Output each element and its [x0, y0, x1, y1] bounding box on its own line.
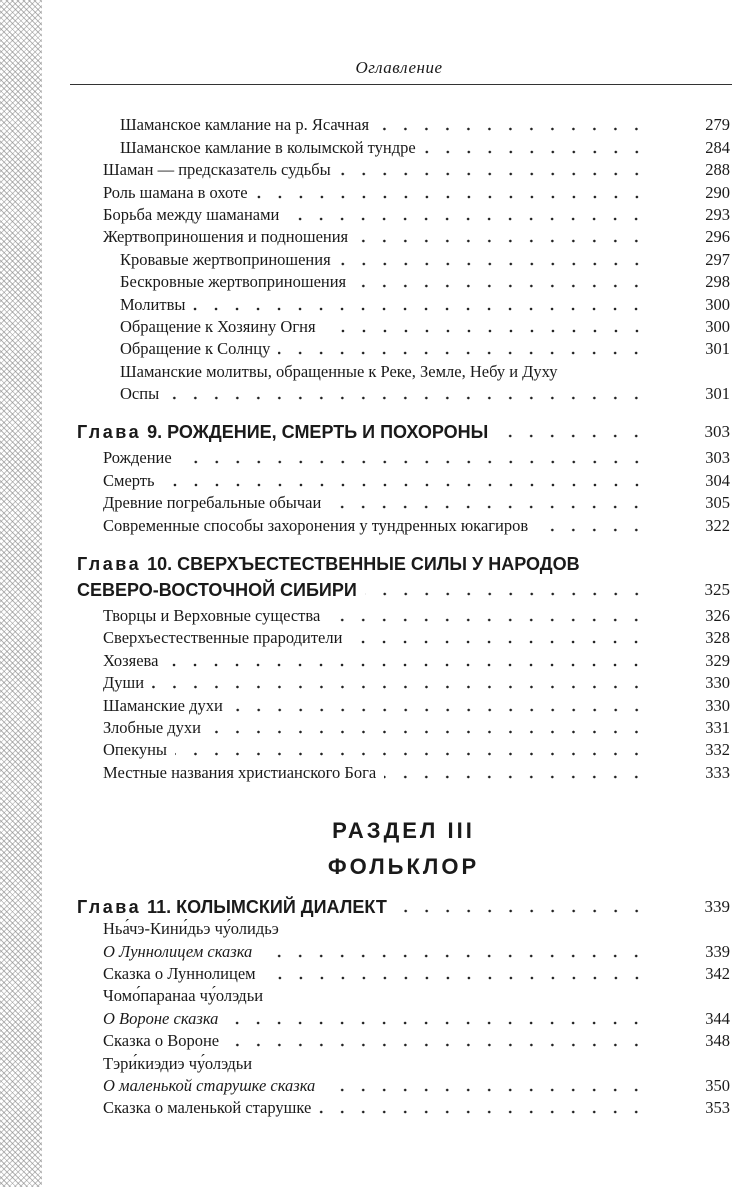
entry-title: Жертвоприношения и подношения — [103, 227, 349, 247]
chapter-heading-continued — [77, 574, 730, 600]
page-number: 339 — [705, 941, 730, 961]
page-number: 284 — [705, 137, 730, 157]
chapter-title — [77, 422, 488, 442]
leader-dots — [163, 471, 650, 491]
toc-entry — [77, 247, 730, 269]
page-number: 328 — [705, 628, 730, 648]
leader-dots — [226, 1009, 650, 1029]
toc-entry — [77, 648, 730, 670]
page-number: 330 — [705, 673, 730, 693]
leader-dots — [287, 205, 650, 225]
toc-entry — [77, 626, 730, 648]
entry-title: Смерть — [103, 470, 155, 490]
leader-dots — [328, 606, 650, 626]
page-number: 322 — [705, 515, 730, 535]
toc-entry — [77, 225, 730, 247]
leader-dots — [167, 384, 650, 404]
chapter-heading — [77, 416, 730, 442]
toc-entry — [77, 1006, 730, 1028]
page-number: 332 — [705, 740, 730, 760]
leader-dots — [384, 763, 650, 783]
entry-title: Сказка о маленькой старушке — [103, 1098, 312, 1118]
header-rule — [70, 84, 732, 85]
leader-dots — [231, 696, 650, 716]
page-number: 300 — [705, 294, 730, 314]
toc-entry-heading — [77, 917, 730, 939]
leader-dots — [339, 160, 650, 180]
chapter-name: 9. РОЖДЕНИЕ, СМЕРТЬ И ПОХОРОНЫ — [147, 422, 489, 443]
toc-entry — [77, 382, 730, 404]
toc-entry — [77, 315, 730, 337]
toc-entry-heading — [77, 359, 730, 381]
page-number: 353 — [705, 1098, 730, 1118]
entry-title: О Луннолицем сказка — [103, 941, 253, 961]
entry-title: Рождение — [103, 448, 172, 468]
page-number: 297 — [705, 249, 730, 269]
page-number: 326 — [705, 606, 730, 626]
toc-entry — [77, 180, 730, 202]
leader-dots — [350, 628, 650, 648]
entry-title: Молитвы — [120, 294, 186, 314]
page-number: 325 — [704, 579, 730, 599]
leader-dots — [278, 339, 650, 359]
entry-title: Шаманское камлание в колымской тундре — [120, 137, 416, 157]
toc-entry — [77, 716, 730, 738]
leader-dots — [377, 115, 650, 135]
entry-title: Бескровные жертвоприношения — [120, 272, 347, 292]
leader-dots — [356, 227, 650, 247]
toc-entry — [77, 1074, 730, 1096]
toc-entry — [77, 468, 730, 490]
toc-entry — [77, 491, 730, 513]
entry-title: Древние погребальные обычаи — [103, 493, 322, 513]
page-number: 333 — [705, 762, 730, 782]
toc-entry — [77, 939, 730, 961]
section-heading — [77, 841, 730, 877]
leader-dots — [496, 422, 650, 442]
toc-entry — [77, 292, 730, 314]
page-number: 330 — [705, 695, 730, 715]
toc-entry — [77, 135, 730, 157]
page-number: 350 — [705, 1075, 730, 1095]
page-number: 288 — [705, 160, 730, 180]
leader-dots — [354, 272, 650, 292]
entry-title: Кровавые жертвоприношения — [120, 249, 331, 269]
toc-entry — [77, 513, 730, 535]
toc-entry — [77, 203, 730, 225]
entry-title: Опекуны — [103, 740, 168, 760]
toc-entry — [77, 270, 730, 292]
toc-entry — [77, 446, 730, 468]
entry-title: Обращение к Хозяину Огня — [120, 316, 316, 336]
chapter-prefix: Глава — [77, 553, 142, 574]
toc-entry — [77, 1096, 730, 1118]
entry-title: Современные способы захоронения у тундренных юкагиров — [103, 515, 529, 535]
page-number: 301 — [705, 339, 730, 359]
page-number: 279 — [705, 115, 730, 135]
leader-dots — [175, 740, 650, 760]
toc-entry — [77, 693, 730, 715]
leader-dots — [193, 295, 650, 315]
entry-title: Шаманские молитвы, обращенные к Реке, Земле, Небу и Духу — [120, 361, 558, 381]
leader-dots — [323, 1076, 650, 1096]
table-of-contents — [77, 113, 730, 1118]
leader-dots — [395, 897, 650, 917]
page-number: 300 — [705, 316, 730, 336]
page-number: 348 — [705, 1031, 730, 1051]
leader-dots — [536, 516, 650, 536]
entry-title: Сказка о Луннолицем — [103, 963, 256, 983]
leader-dots — [256, 183, 650, 203]
toc-entry — [77, 671, 730, 693]
section-title: РАЗДЕЛ III — [332, 817, 475, 843]
entry-title: О Вороне сказка — [103, 1008, 219, 1028]
page-number: 293 — [705, 204, 730, 224]
running-header: Оглавление — [355, 58, 443, 77]
chapter-name: 11. КОЛЫМСКИЙ ДИАЛЕКТ — [147, 896, 387, 917]
leader-dots — [152, 673, 650, 693]
entry-title: Творцы и Верховные существа — [103, 606, 321, 626]
toc-entry — [77, 962, 730, 984]
entry-title: Души — [103, 673, 145, 693]
toc-entry — [77, 738, 730, 760]
leader-dots — [180, 448, 650, 468]
page-number: 342 — [705, 963, 730, 983]
toc-entry-heading — [77, 984, 730, 1006]
leader-dots — [264, 964, 650, 984]
page-number: 303 — [705, 448, 730, 468]
chapter-prefix: Глава — [77, 896, 142, 917]
leader-dots — [424, 138, 650, 158]
page-number: 304 — [705, 470, 730, 490]
page-number: 290 — [705, 182, 730, 202]
decorative-ornament-border — [0, 0, 42, 1187]
toc-entry — [77, 337, 730, 359]
entry-title: Чомо́паранаа чу́олэдьи — [103, 986, 264, 1006]
toc-entry — [77, 1029, 730, 1051]
leader-dots — [209, 718, 650, 738]
page-number: 344 — [705, 1008, 730, 1028]
entry-title: Обращение к Солнцу — [120, 339, 271, 359]
entry-title: Ньа́чэ-Кини́дьэ чу́олидьэ — [103, 919, 279, 939]
entry-title: О маленькой старушке сказка — [103, 1075, 316, 1095]
page-number: 329 — [705, 650, 730, 670]
entry-title: Оспы — [120, 384, 160, 404]
toc-entry — [77, 113, 730, 135]
toc-entry — [77, 604, 730, 626]
entry-title: Сверхъестественные прародители — [103, 628, 343, 648]
chapter-title — [77, 897, 387, 917]
chapter-name: СЕВЕРО-ВОСТОЧНОЙ СИБИРИ — [77, 579, 357, 600]
toc-entry — [77, 760, 730, 782]
chapter-prefix: Глава — [77, 422, 142, 443]
leader-dots — [339, 250, 650, 270]
leader-dots — [166, 651, 650, 671]
page-number: 296 — [705, 227, 730, 247]
page-number: 339 — [704, 896, 730, 916]
entry-title: Шаман — предсказатель судьбы — [103, 160, 331, 180]
section-title: ФОЛЬКЛОР — [327, 853, 480, 879]
leader-dots — [227, 1031, 650, 1051]
entry-title: Тэри́киэдиэ чу́олэдьи — [103, 1053, 253, 1073]
entry-title: Шаманское камлание на р. Ясачная — [120, 115, 370, 135]
entry-title: Хозяева — [103, 650, 159, 670]
leader-dots — [319, 1098, 650, 1118]
entry-title: Злобные духи — [103, 717, 202, 737]
toc-entry-heading — [77, 1051, 730, 1073]
chapter-heading — [77, 548, 730, 574]
chapter-heading — [77, 891, 730, 917]
entry-title: Сказка о Вороне — [103, 1031, 220, 1051]
leader-dots — [260, 942, 650, 962]
section-heading — [77, 805, 730, 841]
page-number: 305 — [705, 493, 730, 513]
entry-title: Роль шамана в охоте — [103, 182, 248, 202]
chapter-name: 10. СВЕРХЪЕСТЕСТВЕННЫЕ СИЛЫ У НАРОДОВ — [147, 553, 580, 574]
page-number: 303 — [704, 422, 730, 442]
entry-title: Местные названия христианского Бога — [103, 762, 377, 782]
toc-entry — [77, 158, 730, 180]
page-number: 301 — [705, 384, 730, 404]
page-number: 331 — [705, 717, 730, 737]
page-number: 298 — [705, 272, 730, 292]
entry-title: Борьба между шаманами — [103, 204, 280, 224]
chapter-title — [77, 554, 580, 574]
leader-dots — [365, 580, 650, 600]
entry-title: Шаманские духи — [103, 695, 223, 715]
leader-dots — [329, 493, 650, 513]
leader-dots — [324, 317, 650, 337]
